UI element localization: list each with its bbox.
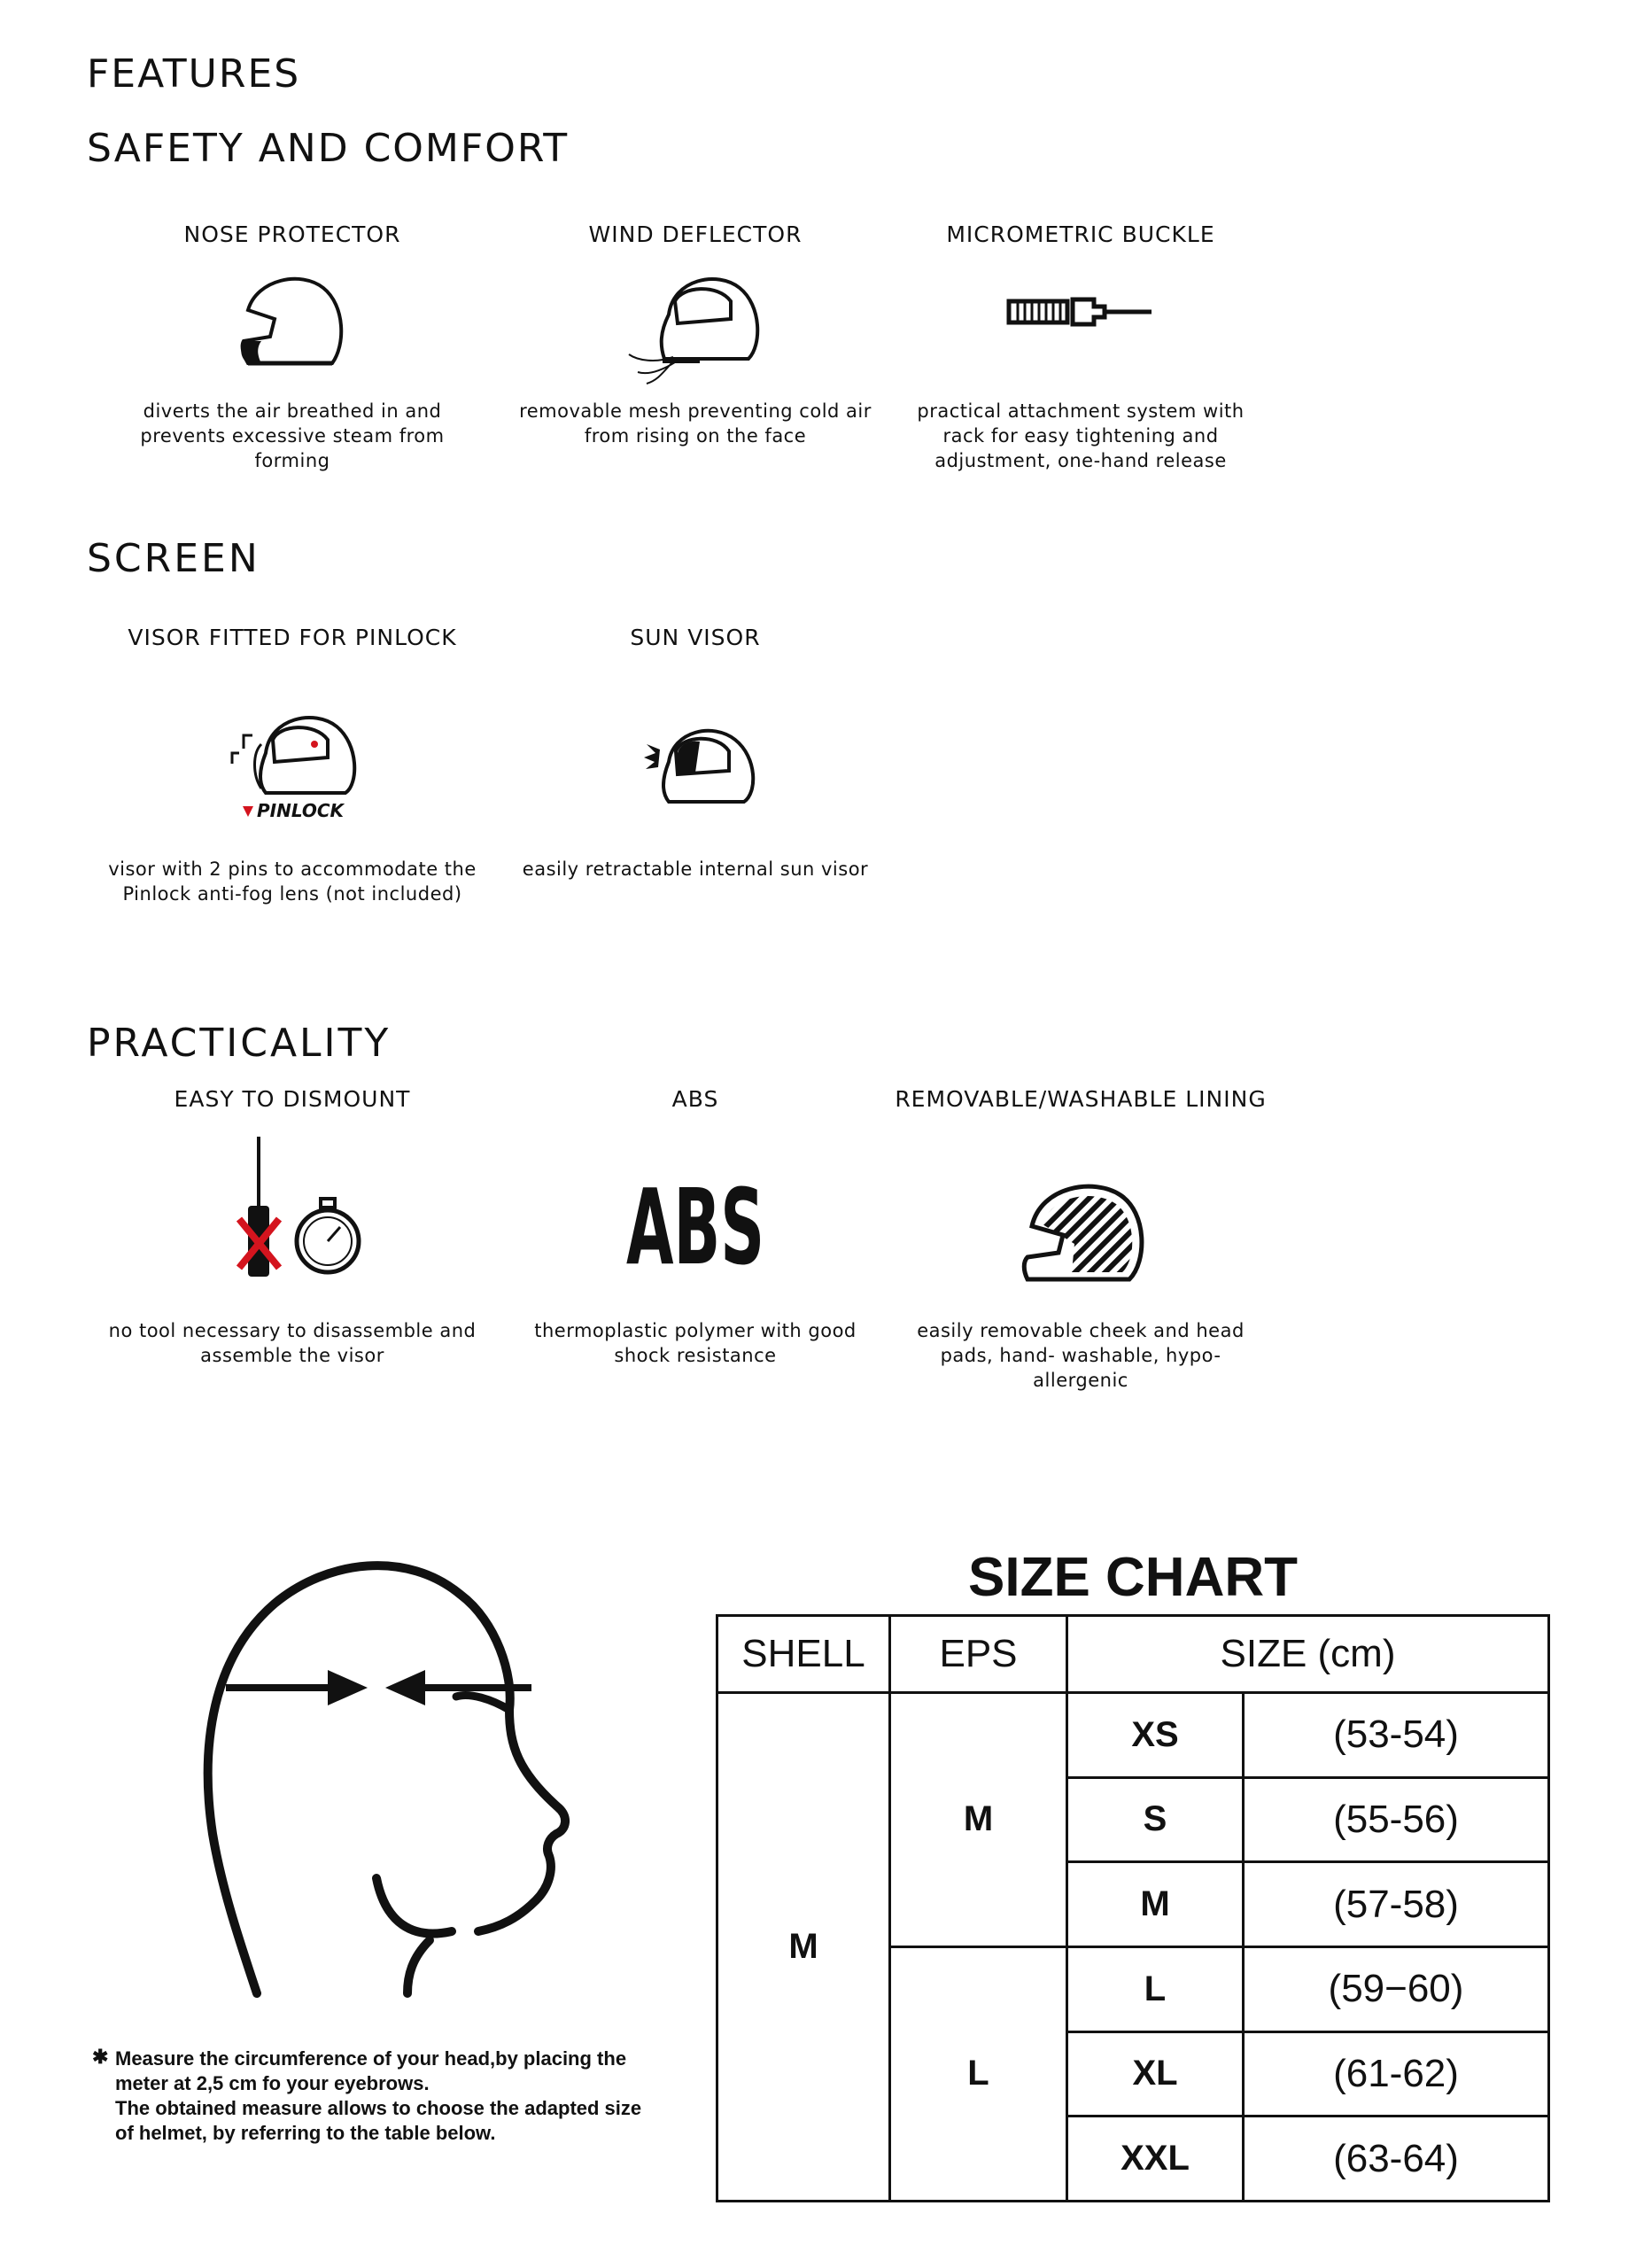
feature-title: ABS: [671, 1086, 719, 1112]
feature-title: WIND DEFLECTOR: [588, 221, 803, 247]
feature-desc: no tool necessary to disassemble and assemble the visor: [108, 1320, 477, 1366]
eps-cell: M: [890, 1693, 1067, 1947]
size-cell: S: [1067, 1777, 1244, 1862]
helmet-sun-visor-icon: [509, 718, 881, 815]
measure-note: [92, 2047, 703, 2146]
feature-title: VISOR FITTED FOR PINLOCK: [128, 625, 457, 650]
feature-nose-protector: [106, 221, 478, 471]
star-icon: ✱: [92, 2046, 109, 2068]
abs-badge: ABS: [626, 1166, 764, 1288]
buckle-icon: [895, 294, 1267, 330]
measure-note-line: of helmet, by referring to the table below.: [115, 2122, 496, 2144]
feature-desc: visor with 2 pins to accommodate the Pinlock anti-fog lens (not included): [108, 858, 477, 905]
feature-visor-pinlock: [106, 625, 478, 905]
size-chart-table: [716, 1614, 1550, 2202]
table-header-row: [717, 1616, 1549, 1693]
feature-title: EASY TO DISMOUNT: [174, 1086, 411, 1112]
feature-sun-visor: [509, 625, 881, 880]
safety-heading: SAFETY AND COMFORT: [87, 126, 570, 171]
table-row: [717, 1693, 1549, 1778]
screwdriver-stopwatch-icon: [106, 1135, 478, 1285]
measure-note-line: meter at 2,5 cm fo your eyebrows.: [115, 2072, 430, 2094]
feature-lining: [895, 1086, 1267, 1391]
practicality-heading: PRACTICALITY: [87, 1021, 392, 1066]
pinlock-logo: PINLOCK: [257, 800, 345, 821]
header-eps: EPS: [890, 1616, 1067, 1693]
eps-cell: L: [890, 1946, 1067, 2201]
range-cell: (53-54): [1244, 1693, 1549, 1778]
feature-wind-deflector: [509, 221, 881, 447]
range-cell: (61-62): [1244, 2031, 1549, 2117]
feature-abs: [509, 1086, 881, 1366]
feature-desc: diverts the air breathed in and prevents excessive steam from forming: [140, 400, 445, 471]
feature-title: MICROMETRIC BUCKLE: [946, 221, 1215, 247]
feature-desc: easily retractable internal sun visor: [522, 858, 869, 880]
feature-desc: thermoplastic polymer with good shock resistance: [534, 1320, 857, 1366]
helmet-nose-icon: [106, 266, 478, 381]
range-cell: (55-56): [1244, 1777, 1549, 1862]
range-cell: (63-64): [1244, 2117, 1549, 2202]
measure-note-line: The obtained measure allows to choose the adapted size: [115, 2097, 642, 2119]
feature-title: NOSE PROTECTOR: [183, 221, 401, 247]
helmet-pinlock-icon: [106, 700, 478, 824]
measure-note-line: Measure the circumference of your head,by placing the: [115, 2047, 627, 2070]
size-cell: XXL: [1067, 2117, 1244, 2202]
size-cell: XL: [1067, 2031, 1244, 2117]
size-cell: M: [1067, 1862, 1244, 1947]
range-cell: (59−60): [1244, 1946, 1549, 2031]
features-heading: FEATURES: [87, 51, 301, 97]
feature-micrometric-buckle: [895, 221, 1267, 471]
size-chart-title: SIZE CHART: [968, 1547, 1298, 1608]
abs-icon: [509, 1166, 881, 1288]
feature-desc: easily removable cheek and head pads, hand- washable, hypo-allergenic: [917, 1320, 1245, 1391]
feature-easy-dismount: [106, 1086, 478, 1366]
header-shell: SHELL: [717, 1616, 890, 1693]
feature-title: REMOVABLE/WASHABLE LINING: [895, 1086, 1267, 1112]
feature-title: SUN VISOR: [630, 625, 761, 650]
range-cell: (57-58): [1244, 1862, 1549, 1947]
screen-heading: SCREEN: [87, 536, 260, 581]
helmet-lining-icon: [895, 1173, 1267, 1297]
feature-desc: removable mesh preventing cold air from rising on the face: [519, 400, 872, 447]
feature-desc: practical attachment system with rack for easy tightening and adjustment, one-hand release: [917, 400, 1245, 471]
head-measurement-illustration: [186, 1550, 593, 2015]
shell-cell: M: [717, 1693, 890, 2202]
helmet-wind-icon: [509, 261, 881, 385]
size-cell: L: [1067, 1946, 1244, 2031]
header-size: SIZE (cm): [1067, 1616, 1549, 1693]
size-cell: XS: [1067, 1693, 1244, 1778]
